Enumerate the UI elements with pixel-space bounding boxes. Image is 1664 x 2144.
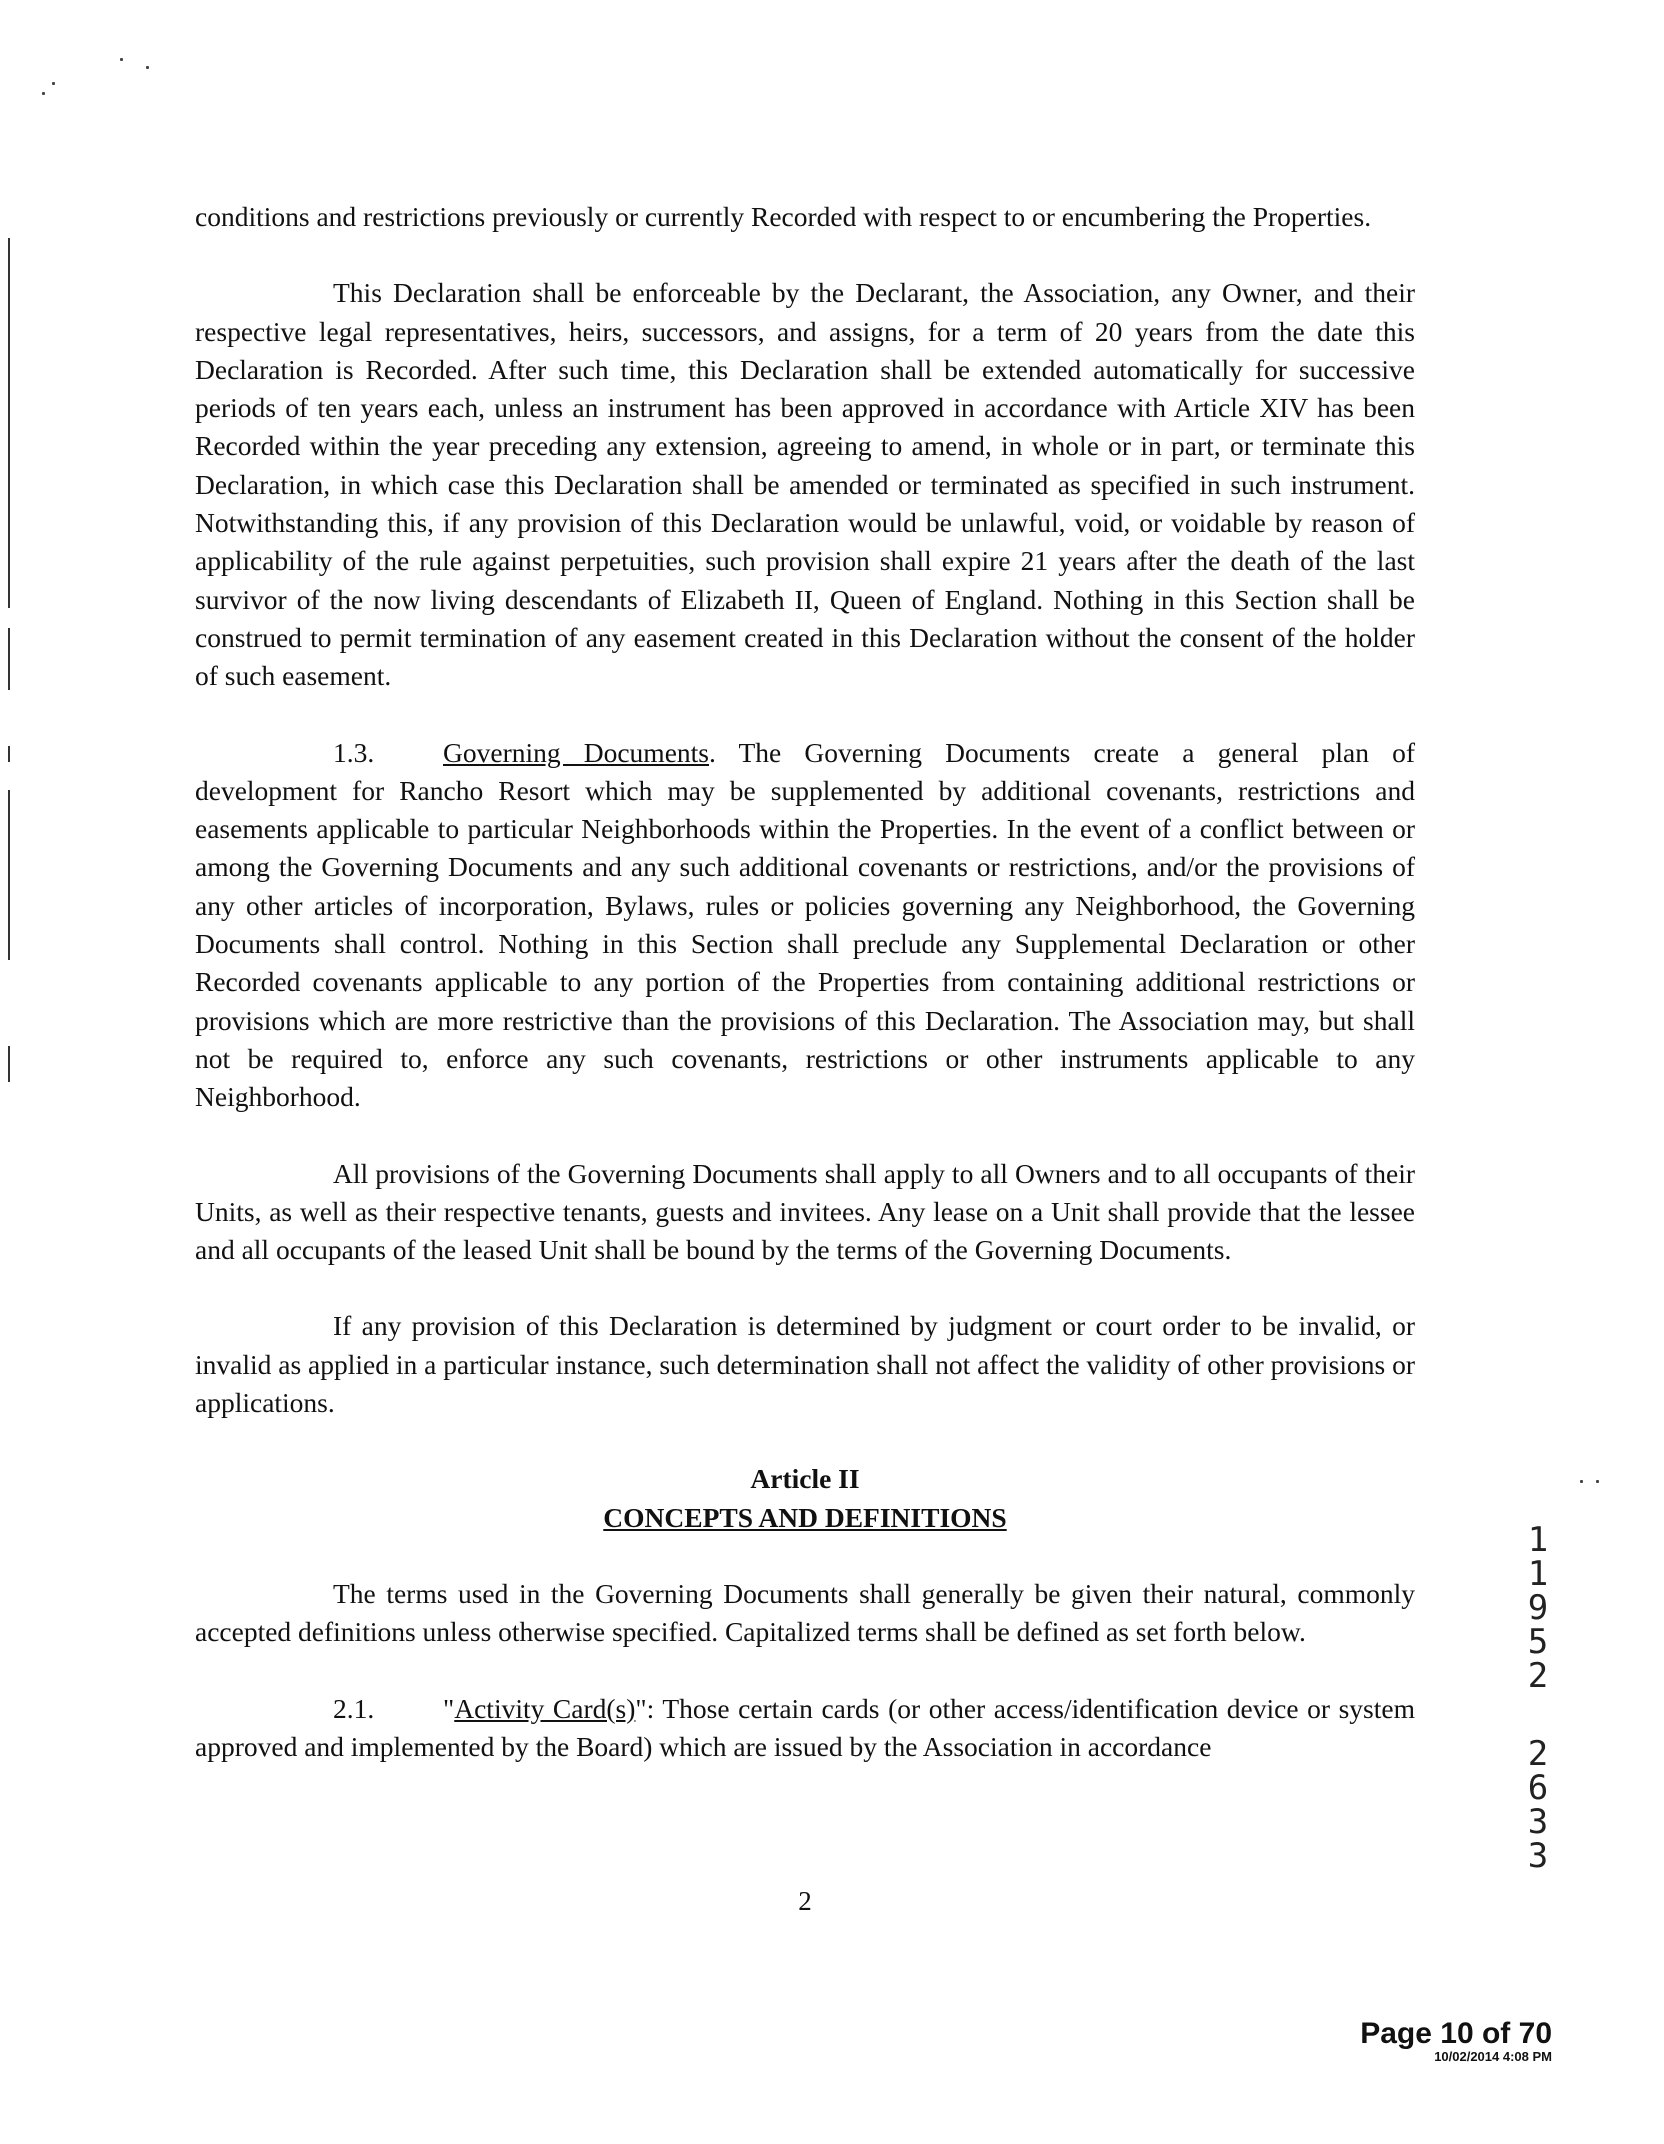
- stamp-digit: 2: [1527, 1656, 1549, 1696]
- scan-speck: [1580, 1480, 1583, 1483]
- page-count-label: Page 10 of 70: [1360, 2017, 1552, 2050]
- scan-speck: [146, 66, 149, 69]
- paragraph-continuation: conditions and restrictions previously or currently Recorded with respect to or encumbering the Properties.: [195, 201, 1372, 232]
- stamp-digit: 2: [1527, 1734, 1549, 1774]
- footer-timestamp: 10/02/2014 4:08 PM: [1434, 2049, 1552, 2064]
- section-quote-open: ": [443, 1692, 455, 1724]
- section-2-1: [195, 1690, 1415, 1767]
- stamp-digit: 9: [1527, 1588, 1549, 1628]
- scan-speck: [52, 82, 55, 85]
- section-title: Governing Documents: [443, 736, 709, 768]
- page-footer: [1360, 2018, 1552, 2064]
- stamp-digit: 1: [1527, 1520, 1549, 1560]
- margin-line: [8, 1046, 10, 1082]
- stamp-digit: 5: [1527, 1622, 1549, 1662]
- article-title: CONCEPTS AND DEFINITIONS: [603, 1501, 1007, 1533]
- paragraph-provisions-apply: All provisions of the Governing Documents shall apply to all Owners and to all occupants of their Units, as well as their respective tenants, guests and invitees. Any lease on a Unit shall provide that the lessee and all occupants of the leased Unit shall be bound by the terms of the Governing Documents.: [195, 1157, 1415, 1266]
- margin-line: [8, 790, 10, 960]
- stamp-digit: 3: [1527, 1802, 1549, 1842]
- section-number: 1.3.: [333, 736, 375, 768]
- section-number: 2.1.: [333, 1692, 375, 1724]
- article-number: Article II: [750, 1463, 860, 1495]
- margin-line: [8, 238, 10, 608]
- margin-line: [8, 746, 10, 762]
- page-number: 2: [798, 1886, 812, 1916]
- margin-line: [8, 628, 10, 690]
- recording-stamp: [1518, 1520, 1558, 1876]
- paragraph-enforceability: This Declaration shall be enforceable by the Declarant, the Association, any Owner, and their respective legal representatives, heirs, successors, and assigns, for a term of 20 years from the date this Declaration is Recorded. After such time, this Declaration shall be extended automatically for successive periods of ten years each, unless an instrument has been approved in accordance with Article XIV has been Recorded within the year preceding any extension, agreeing to amend, in whole or in part, or terminate this Declaration, in which case this Declaration shall be amended or terminated as specified in such instrument. Notwithstanding this, if any provision of this Declaration would be unlawful, void, or voidable by reason of applicability of the rule against perpetuities, such provision shall expire 21 years after the death of the last survivor of the now living descendants of Elizabeth II, Queen of England. Nothing in this Section shall be construed to permit termination of any easement created in this Declaration without the consent of the holder of such easement.: [195, 277, 1415, 692]
- scan-speck: [42, 92, 45, 95]
- stamp-digit: 6: [1527, 1768, 1549, 1808]
- stamp-digit: 1: [1527, 1554, 1549, 1594]
- article-heading: [195, 1460, 1415, 1537]
- section-body: . The Governing Documents create a general plan of development for Rancho Resort which may be supplemented by additional covenants, restrictions and easements applicable to particular Neighborhoods within the Properties. In the event of a conflict between or among the Governing Documents and any such additional covenants or restrictions, and/or the provisions of any other articles of incorporation, Bylaws, rules or policies governing any Neighborhood, the Governing Documents shall control. Nothing in this Section shall preclude any Supplemental Declaration or other Recorded covenants applicable to any portion of the Properties from containing additional restrictions or provisions which are more restrictive than the provisions of this Declaration. The Association may, but shall not be required to, enforce any such covenants, restrictions or other instruments applicable to any Neighborhood.: [195, 736, 1415, 1113]
- section-1-3: [195, 734, 1415, 1117]
- scan-speck: [120, 58, 123, 61]
- scan-speck: [1596, 1480, 1599, 1483]
- paragraph-terms: The terms used in the Governing Documents shall generally be given their natural, commonly accepted definitions unless otherwise specified. Capitalized terms shall be defined as set forth below.: [195, 1577, 1415, 1648]
- section-body: ": Those certain cards (or other access/identification device or system approved and implemented by the Board) which are issued by the Association in accordance: [195, 1692, 1415, 1762]
- stamp-digit: 3: [1527, 1836, 1549, 1876]
- section-title: Activity Card(s): [454, 1692, 636, 1724]
- paragraph-severability: If any provision of this Declaration is determined by judgment or court order to be invalid, or invalid as applied in a particular instance, such determination shall not affect the validity of other provisions or applications.: [195, 1310, 1415, 1419]
- document-body: [195, 198, 1415, 1804]
